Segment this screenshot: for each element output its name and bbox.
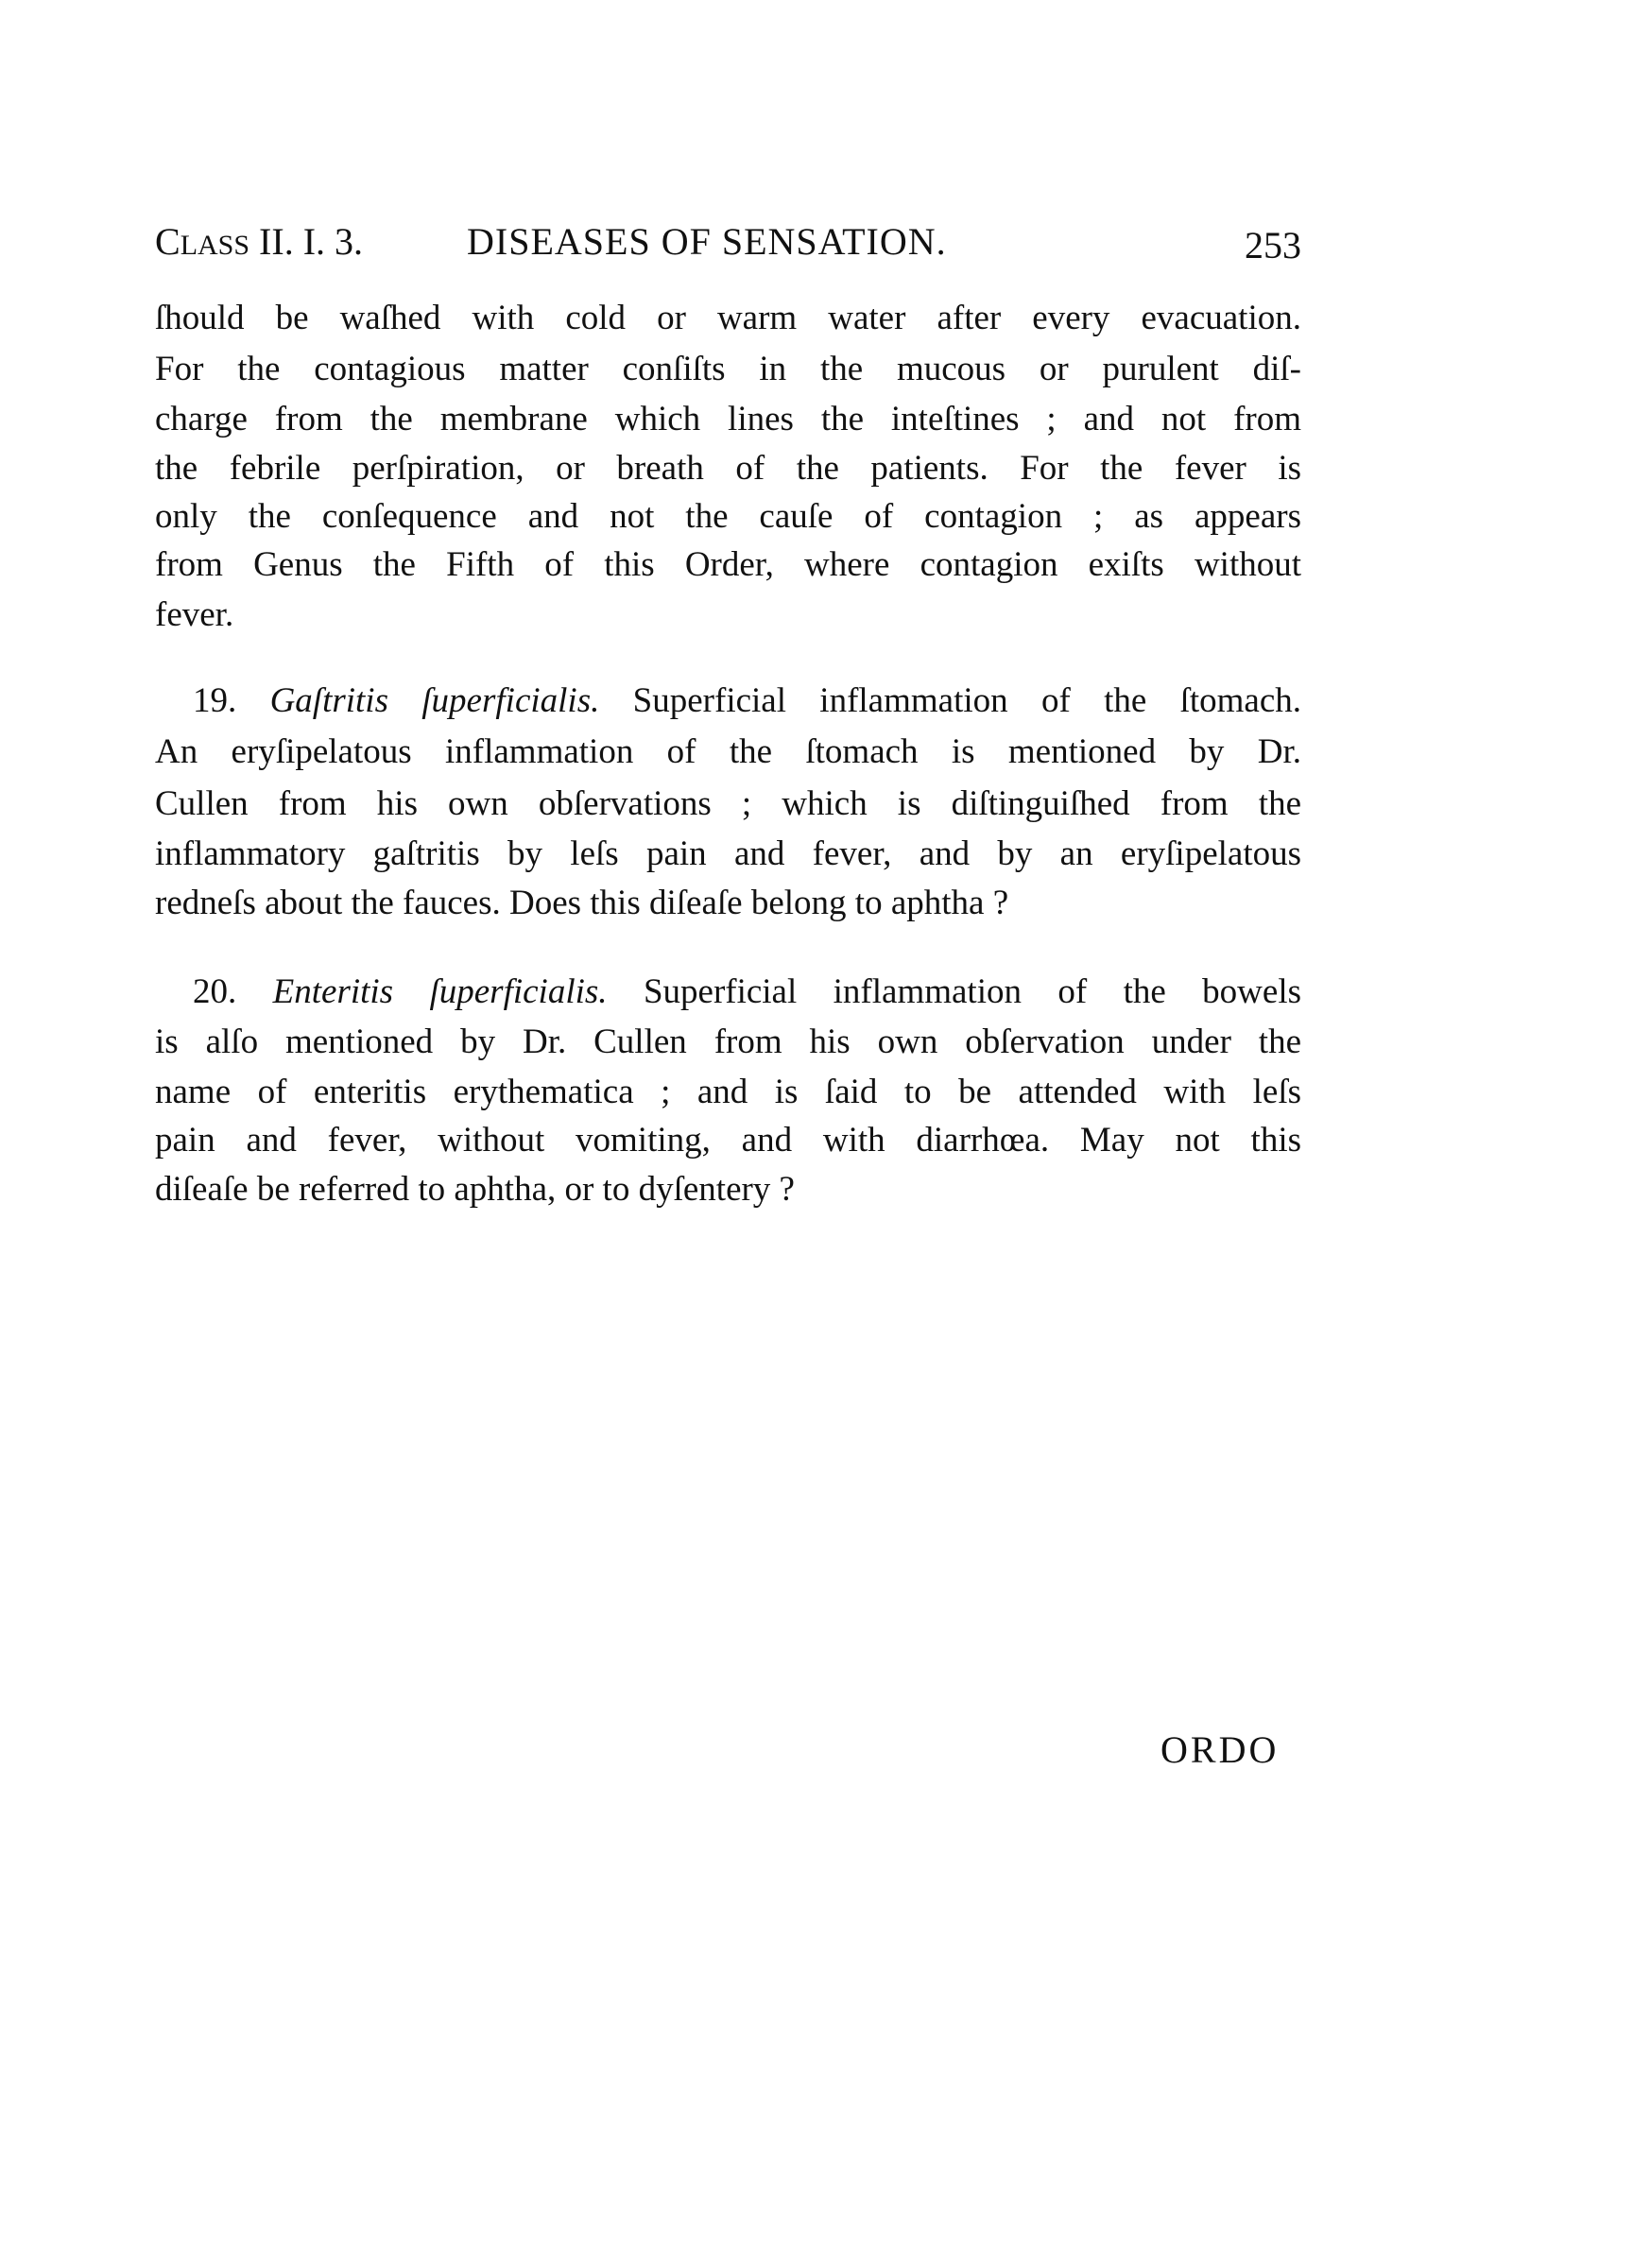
text-line: name of enteritis erythematica ; and is ſaid to be attended with leſs xyxy=(155,1073,1301,1111)
text-line: only the conſequence and not the cauſe of contagion ; as appears xyxy=(155,497,1301,536)
class-label-smallcaps: LASS xyxy=(180,230,250,261)
text-line: is alſo mentioned by Dr. Cullen from his own obſervation under the xyxy=(155,1022,1301,1061)
section-heading-line xyxy=(155,971,1301,1013)
section-number: 20. xyxy=(193,972,237,1011)
text-line: the febrile perſpiration, or breath of the patients. For the fever is xyxy=(155,449,1301,488)
catchword: ORDO xyxy=(1160,1728,1280,1771)
text-line: redneſs about the fauces. Does this diſeaſe belong to aphtha ? xyxy=(155,884,1009,922)
text-span: Superficial inflammation of the ſtomach. xyxy=(632,681,1302,720)
text-line: inflammatory gaſtritis by leſs pain and fever, and by an eryſipelatous xyxy=(155,834,1301,873)
text-span: Superficial inflammation of the bowels xyxy=(643,972,1301,1011)
class-label-rest: II. I. 3. xyxy=(249,220,364,263)
text-line: charge from the membrane which lines the inteſtines ; and not from xyxy=(155,400,1301,438)
text-line: from Genus the Fifth of this Order, where contagion exiſts without xyxy=(155,545,1301,584)
section-heading-line xyxy=(155,680,1301,722)
text-line: fever. xyxy=(155,595,234,634)
page-title: DISEASES OF SENSATION. xyxy=(467,220,947,263)
latin-term: Gaſtritis ſuperficialis. xyxy=(269,681,600,720)
running-header xyxy=(155,219,1301,266)
text-line: For the contagious matter conſiſts in the mucous or purulent diſ- xyxy=(155,350,1301,388)
section-number: 19. xyxy=(193,681,237,720)
page-number: 253 xyxy=(1245,224,1301,266)
text-line: An eryſipelatous inflammation of the ſtomach is mentioned by Dr. xyxy=(155,732,1301,771)
class-label-prefix: C xyxy=(155,220,180,263)
text-line: Cullen from his own obſervations ; which is diſtinguiſhed from the xyxy=(155,784,1301,823)
latin-term: Enteritis ſuperficialis. xyxy=(272,972,608,1011)
text-line: ſhould be waſhed with cold or warm water after every evacuation. xyxy=(155,299,1301,337)
text-line: diſeaſe be referred to aphtha, or to dyſentery ? xyxy=(155,1170,795,1209)
text-line: pain and fever, without vomiting, and with diarrhœa. May not this xyxy=(155,1121,1301,1160)
class-label xyxy=(155,219,363,264)
